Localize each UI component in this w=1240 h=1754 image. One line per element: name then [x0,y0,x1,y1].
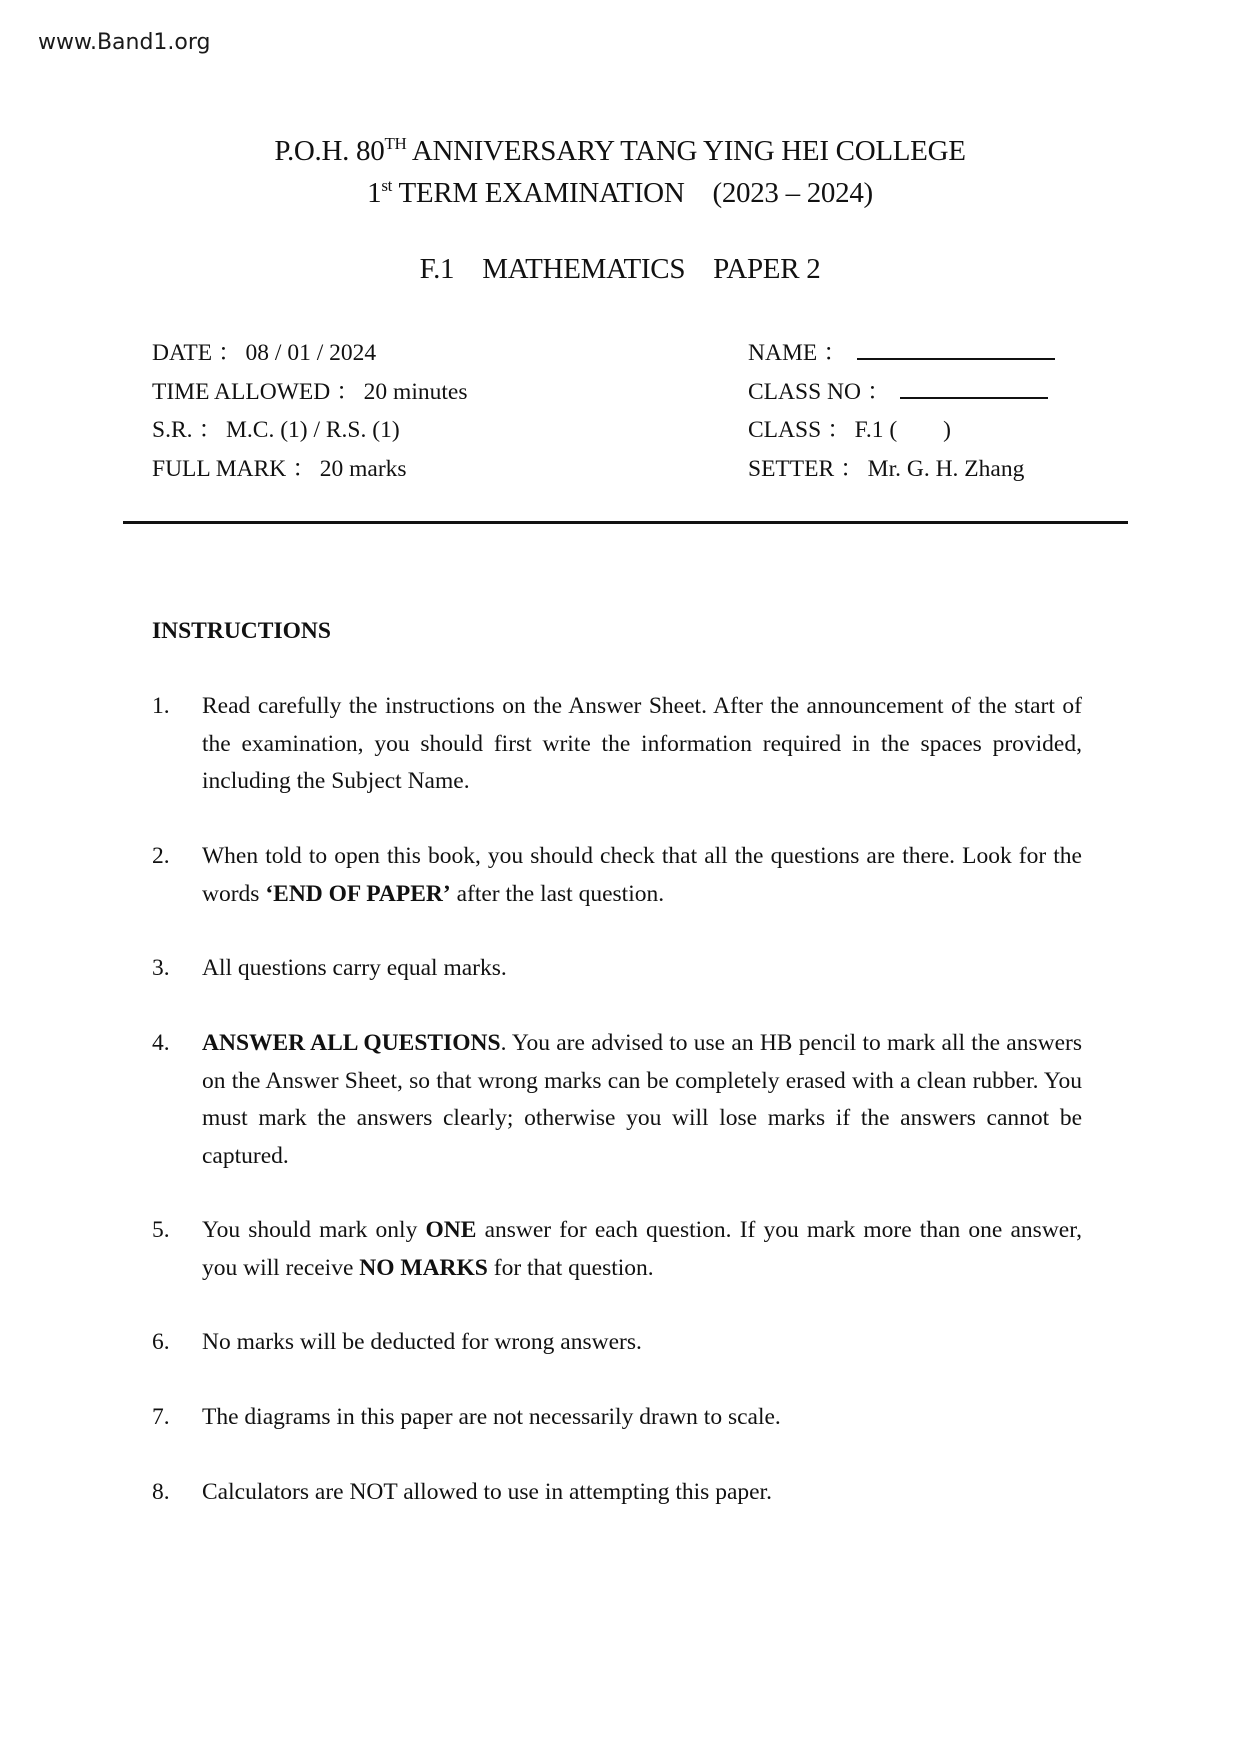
info-class: CLASS ： F.1 ( ) [748,417,951,444]
exam-year: (2023 – 2024) [712,177,873,209]
answer-all-emphasis: ANSWER ALL QUESTIONS [202,1030,501,1056]
instruction-item: 8. Calculators are NOT allowed to use in attempting this paper. [152,1479,772,1505]
name-field[interactable] [857,342,1055,360]
paper-number: PAPER 2 [713,253,821,285]
exam-info [152,334,467,488]
info-setter: SETTER ： Mr. G. H. Zhang [748,455,1025,482]
instruction-item: 1. Read carefully the instructions on the Answer Sheet. After the announcement of the start of the examination, you should first write the information required in the spaces provided, including the Subject Name. [152,693,1082,794]
instruction-item: 7. The diagrams in this paper are not necessarily drawn to scale. [152,1404,781,1430]
school-title [0,133,1240,169]
instruction-item: 2. When told to open this book, you should check that all the questions are there. Look for the words ‘END OF PAPER’ after the last question. [152,843,1082,907]
subject-name: MATHEMATICS [482,253,686,285]
exam-title [0,175,1240,211]
info-name: NAME ： [748,334,1055,373]
school-title-prefix: P.O.H. 80 [274,135,385,167]
info-sr: S.R. ： M.C. (1) / R.S. (1) [152,417,400,444]
exam-title-suffix: TERM EXAMINATION [392,177,685,209]
exam-title-prefix: 1 [367,177,382,209]
class-no-field[interactable] [900,381,1048,399]
instructions-heading: INSTRUCTIONS [152,618,331,644]
setter-value: Mr. G. H. Zhang [867,455,1025,482]
info-time-allowed: TIME ALLOWED ： 20 minutes [152,378,468,405]
instruction-item: 3. All questions carry equal marks. [152,955,507,981]
exam-title-sup: st [381,176,393,195]
paper-title [0,251,1240,287]
school-title-sup: TH [384,134,407,153]
full-mark-value: 20 marks [319,455,407,482]
header-divider [123,521,1128,524]
no-marks-emphasis: NO MARKS [359,1254,488,1281]
student-info [748,334,1055,488]
instruction-item: 4. ANSWER ALL QUESTIONS. You are advised to use an HB pencil to mark all the answers on the Answer Sheet, so that wrong marks can be completely erased with a clean rubber. You must mark the answers clearly; otherwise you will lose marks if the answers cannot be captured. [152,1030,1082,1169]
watermark: www.Band1.org [38,30,211,55]
info-date: DATE ： 08 / 01 / 2024 [152,340,377,366]
school-title-suffix: ANNIVERSARY TANG YING HEI COLLEGE [406,135,966,167]
info-class-no: CLASS NO ： [748,373,1055,412]
one-emphasis: ONE [425,1217,477,1243]
instruction-item: 5. You should mark only ONE answer for each question. If you mark more than one answer, you will receive NO MARKS for that question. [152,1217,1082,1281]
end-of-paper-emphasis: ‘END OF PAPER’ [265,880,451,907]
time-allowed-value: 20 minutes [363,378,468,405]
date-value: 08 / 01 / 2024 [245,340,377,366]
instruction-item: 6. No marks will be deducted for wrong answers. [152,1329,642,1355]
form-level: F.1 [419,253,455,285]
info-full-mark: FULL MARK ： 20 marks [152,455,407,482]
sr-value: M.C. (1) / R.S. (1) [226,417,400,444]
